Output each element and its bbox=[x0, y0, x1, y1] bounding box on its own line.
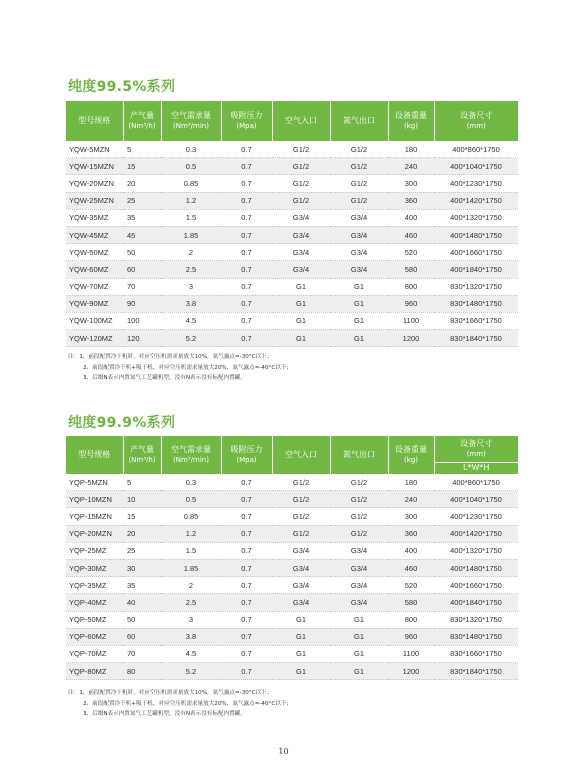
model-cell: YQW-70MZ bbox=[66, 278, 123, 295]
table-cell: G1 bbox=[330, 663, 388, 680]
model-cell: YQW-35MZ bbox=[66, 209, 123, 226]
note-line: 2、前段配置冷干机+吸干机，对应空压机需求量放大20%，氮气露点=-40°C以下； bbox=[83, 364, 293, 371]
spec-table-99-9 bbox=[66, 436, 518, 680]
table-cell: 400 bbox=[388, 542, 434, 559]
table-cell: 60 bbox=[123, 628, 161, 645]
table-cell: 1.2 bbox=[161, 525, 221, 542]
table-cell: 830*1480*1750 bbox=[434, 295, 518, 312]
table-cell: 3 bbox=[161, 611, 221, 628]
table-cell: 1.2 bbox=[161, 192, 221, 209]
table-body-99-9 bbox=[66, 474, 518, 680]
table-cell: 1.85 bbox=[161, 226, 221, 243]
table-cell: 830*1840*1750 bbox=[434, 330, 518, 347]
table-cell: 0.7 bbox=[221, 542, 272, 559]
table-row bbox=[66, 645, 518, 662]
table-cell: 1.5 bbox=[161, 542, 221, 559]
table-cell: 0.85 bbox=[161, 175, 221, 192]
table-cell: 800 bbox=[388, 278, 434, 295]
table-cell: G1/2 bbox=[330, 141, 388, 158]
table-cell: G1 bbox=[330, 645, 388, 662]
table-cell: 400*860*1750 bbox=[434, 141, 518, 158]
table-cell: 0.7 bbox=[221, 491, 272, 508]
table-cell: 70 bbox=[123, 278, 161, 295]
header-air-inlet: 空气入口 bbox=[272, 436, 330, 474]
table-cell: 0.7 bbox=[221, 559, 272, 576]
table-cell: G3/4 bbox=[272, 261, 330, 278]
table-cell: 80 bbox=[123, 663, 161, 680]
table-cell: 460 bbox=[388, 226, 434, 243]
table-cell: 0.5 bbox=[161, 158, 221, 175]
table-cell: G3/4 bbox=[330, 577, 388, 594]
model-cell: YQP-25MZ bbox=[66, 542, 123, 559]
table-cell: 5 bbox=[123, 141, 161, 158]
table-cell: 400*1230*1750 bbox=[434, 508, 518, 525]
table-cell: 70 bbox=[123, 645, 161, 662]
table-row bbox=[66, 525, 518, 542]
table-cell: 1200 bbox=[388, 330, 434, 347]
table-cell: 2 bbox=[161, 244, 221, 261]
header-pressure: 吸附压力 (Mpa) bbox=[221, 436, 272, 474]
table-row bbox=[66, 611, 518, 628]
table-cell: 60 bbox=[123, 261, 161, 278]
table-cell: G3/4 bbox=[330, 542, 388, 559]
table-cell: G1 bbox=[330, 611, 388, 628]
table-cell: G1 bbox=[272, 312, 330, 329]
table-row bbox=[66, 628, 518, 645]
table-cell: G1/2 bbox=[330, 508, 388, 525]
table-cell: 400*1230*1750 bbox=[434, 175, 518, 192]
note-line: 3、后缀N表示内置氮气工艺罐机型，没有N表示没有标配内置罐。 bbox=[83, 375, 246, 381]
table-cell: 120 bbox=[123, 330, 161, 347]
table-cell: 90 bbox=[123, 295, 161, 312]
table-cell: G3/4 bbox=[330, 226, 388, 243]
table-cell: G1 bbox=[330, 312, 388, 329]
model-cell: YQW-90MZ bbox=[66, 295, 123, 312]
header-nitrogen-outlet: 氮气出口 bbox=[330, 101, 388, 141]
table-row bbox=[66, 175, 518, 192]
table-cell: 830*1660*1750 bbox=[434, 312, 518, 329]
table-cell: 3.8 bbox=[161, 295, 221, 312]
table-cell: G1/2 bbox=[330, 474, 388, 491]
table-row bbox=[66, 295, 518, 312]
table-cell: 520 bbox=[388, 244, 434, 261]
table-cell: G1/2 bbox=[330, 175, 388, 192]
table-cell: G1 bbox=[330, 278, 388, 295]
table-cell: 0.3 bbox=[161, 141, 221, 158]
table-cell: G1/2 bbox=[272, 508, 330, 525]
header-size: 设备尺寸 (mm) bbox=[434, 436, 518, 462]
table-cell: G1 bbox=[272, 663, 330, 680]
table-cell: G3/4 bbox=[330, 559, 388, 576]
notes-99-9 bbox=[68, 688, 292, 720]
table-row bbox=[66, 141, 518, 158]
table-cell: 0.7 bbox=[221, 525, 272, 542]
table-cell: G1/2 bbox=[272, 141, 330, 158]
table-cell: 830*1320*1750 bbox=[434, 278, 518, 295]
table-cell: G3/4 bbox=[272, 577, 330, 594]
table-row bbox=[66, 278, 518, 295]
table-row bbox=[66, 542, 518, 559]
note-line: 注：1、前段配置冷干机时，对应空压机需求量放大10%，氮气露点=-30°C以下； bbox=[68, 354, 273, 360]
table-cell: 0.7 bbox=[221, 645, 272, 662]
table-cell: 15 bbox=[123, 158, 161, 175]
table-row bbox=[66, 508, 518, 525]
table-cell: 45 bbox=[123, 226, 161, 243]
table-cell: 0.7 bbox=[221, 226, 272, 243]
table-cell: 0.3 bbox=[161, 474, 221, 491]
table-cell: 0.85 bbox=[161, 508, 221, 525]
table-cell: 10 bbox=[123, 491, 161, 508]
table-row bbox=[66, 559, 518, 576]
table-cell: 0.7 bbox=[221, 611, 272, 628]
table-cell: G3/4 bbox=[330, 261, 388, 278]
table-cell: 360 bbox=[388, 192, 434, 209]
model-cell: YQP-20MZN bbox=[66, 525, 123, 542]
table-cell: 300 bbox=[388, 508, 434, 525]
table-cell: 3 bbox=[161, 278, 221, 295]
table-cell: 35 bbox=[123, 577, 161, 594]
model-cell: YQP-5MZN bbox=[66, 474, 123, 491]
model-cell: YQP-40MZ bbox=[66, 594, 123, 611]
model-cell: YQP-35MZ bbox=[66, 577, 123, 594]
table-cell: 0.7 bbox=[221, 663, 272, 680]
table-cell: G1/2 bbox=[272, 158, 330, 175]
table-cell: 400*860*1750 bbox=[434, 474, 518, 491]
table-cell: 4.5 bbox=[161, 312, 221, 329]
table-cell: G3/4 bbox=[330, 594, 388, 611]
table-cell: G1 bbox=[272, 611, 330, 628]
table-cell: 830*1840*1750 bbox=[434, 663, 518, 680]
table-cell: 3.8 bbox=[161, 628, 221, 645]
table-cell: 0.7 bbox=[221, 295, 272, 312]
table-cell: G1/2 bbox=[330, 525, 388, 542]
table-cell: G1 bbox=[272, 645, 330, 662]
table-cell: G1/2 bbox=[272, 525, 330, 542]
table-row bbox=[66, 312, 518, 329]
model-cell: YQP-70MZ bbox=[66, 645, 123, 662]
model-cell: YQW-120MZ bbox=[66, 330, 123, 347]
table-cell: 0.7 bbox=[221, 577, 272, 594]
model-cell: YQP-10MZN bbox=[66, 491, 123, 508]
table-cell: 830*1320*1750 bbox=[434, 611, 518, 628]
table-cell: 0.7 bbox=[221, 141, 272, 158]
table-cell: G1 bbox=[272, 628, 330, 645]
table-cell: 0.7 bbox=[221, 192, 272, 209]
model-cell: YQP-30MZ bbox=[66, 559, 123, 576]
table-cell: G3/4 bbox=[272, 594, 330, 611]
table-cell: 960 bbox=[388, 295, 434, 312]
table-cell: G1 bbox=[272, 278, 330, 295]
table-cell: 0.7 bbox=[221, 628, 272, 645]
table-cell: 400*1040*1750 bbox=[434, 491, 518, 508]
note-line: 注：1、前段配置冷干机时，对应空压机需求量放大10%，氮气露点=-30°C以下； bbox=[68, 690, 273, 696]
table-cell: G3/4 bbox=[272, 559, 330, 576]
model-cell: YQP-50MZ bbox=[66, 611, 123, 628]
table-cell: 1100 bbox=[388, 312, 434, 329]
table-cell: 15 bbox=[123, 508, 161, 525]
table-cell: 520 bbox=[388, 577, 434, 594]
table-row bbox=[66, 226, 518, 243]
table-row bbox=[66, 594, 518, 611]
table-cell: 0.7 bbox=[221, 209, 272, 226]
model-cell: YQW-15MZN bbox=[66, 158, 123, 175]
table-cell: 400*1660*1750 bbox=[434, 244, 518, 261]
table-row bbox=[66, 330, 518, 347]
model-cell: YQP-60MZ bbox=[66, 628, 123, 645]
note-line: 2、前段配置冷干机+吸干机，对应空压机需求量放大20%，氮气露点=-40°C以下； bbox=[83, 700, 293, 707]
table-cell: G3/4 bbox=[272, 244, 330, 261]
table-cell: 180 bbox=[388, 141, 434, 158]
table-cell: 400*1480*1750 bbox=[434, 226, 518, 243]
table-cell: 0.7 bbox=[221, 278, 272, 295]
table-cell: 830*1480*1750 bbox=[434, 628, 518, 645]
table-row bbox=[66, 491, 518, 508]
table-cell: 5.2 bbox=[161, 330, 221, 347]
table-cell: 580 bbox=[388, 594, 434, 611]
spec-table-99-5 bbox=[66, 101, 518, 347]
table-cell: G1/2 bbox=[272, 192, 330, 209]
notes-99-5 bbox=[68, 352, 292, 384]
table-cell: 40 bbox=[123, 594, 161, 611]
table-cell: 1.5 bbox=[161, 209, 221, 226]
table-cell: 0.5 bbox=[161, 491, 221, 508]
header-pressure: 吸附压力 (Mpa) bbox=[221, 101, 272, 141]
table-cell: 0.7 bbox=[221, 594, 272, 611]
model-cell: YQW-45MZ bbox=[66, 226, 123, 243]
table-header-row bbox=[66, 101, 518, 141]
table-cell: 0.7 bbox=[221, 244, 272, 261]
section-title-99-5: 纯度99.5%系列 bbox=[68, 79, 176, 95]
table-cell: 400*1420*1750 bbox=[434, 192, 518, 209]
table-cell: 240 bbox=[388, 158, 434, 175]
table-cell: 240 bbox=[388, 491, 434, 508]
table-body-99-5 bbox=[66, 141, 518, 347]
table-cell: 0.7 bbox=[221, 158, 272, 175]
table-header-row bbox=[66, 436, 518, 462]
table-cell: 2.5 bbox=[161, 261, 221, 278]
table-cell: G3/4 bbox=[330, 209, 388, 226]
model-cell: YQW-5MZN bbox=[66, 141, 123, 158]
table-cell: 2.5 bbox=[161, 594, 221, 611]
model-cell: YQW-20MZN bbox=[66, 175, 123, 192]
header-model: 型号规格 bbox=[66, 436, 123, 474]
table-cell: G1 bbox=[330, 628, 388, 645]
table-cell: 0.7 bbox=[221, 261, 272, 278]
table-cell: G1/2 bbox=[272, 175, 330, 192]
table-cell: G3/4 bbox=[330, 244, 388, 261]
table-cell: 5.2 bbox=[161, 663, 221, 680]
table-row bbox=[66, 577, 518, 594]
table-cell: G1/2 bbox=[330, 192, 388, 209]
table-cell: G1 bbox=[330, 295, 388, 312]
table-cell: 35 bbox=[123, 209, 161, 226]
header-size: 设备尺寸 (mm) bbox=[434, 101, 518, 141]
table-cell: 1.85 bbox=[161, 559, 221, 576]
model-cell: YQW-50MZ bbox=[66, 244, 123, 261]
table-cell: 400 bbox=[388, 209, 434, 226]
model-cell: YQP-15MZN bbox=[66, 508, 123, 525]
table-cell: 30 bbox=[123, 559, 161, 576]
table-cell: 25 bbox=[123, 192, 161, 209]
section-title-99-9: 纯度99.9%系列 bbox=[68, 415, 176, 431]
table-row bbox=[66, 474, 518, 491]
table-cell: G1/2 bbox=[330, 491, 388, 508]
page-number: 10 bbox=[278, 747, 289, 756]
table-cell: G3/4 bbox=[272, 209, 330, 226]
header-output: 产气量 (Nm³/h) bbox=[123, 436, 161, 474]
table-cell: 1100 bbox=[388, 645, 434, 662]
model-cell: YQW-60MZ bbox=[66, 261, 123, 278]
table-row bbox=[66, 192, 518, 209]
table-cell: 100 bbox=[123, 312, 161, 329]
table-cell: G1/2 bbox=[272, 491, 330, 508]
header-weight: 设备重量 (kg) bbox=[388, 436, 434, 474]
table-cell: 180 bbox=[388, 474, 434, 491]
table-cell: 0.7 bbox=[221, 330, 272, 347]
table-cell: 400*1480*1750 bbox=[434, 559, 518, 576]
table-cell: 400*1320*1750 bbox=[434, 209, 518, 226]
table-cell: 830*1660*1750 bbox=[434, 645, 518, 662]
header-air-demand: 空气需求量 (Nm³/min) bbox=[161, 101, 221, 141]
header-air-demand: 空气需求量 (Nm³/min) bbox=[161, 436, 221, 474]
model-cell: YQP-80MZ bbox=[66, 663, 123, 680]
table-cell: 0.7 bbox=[221, 312, 272, 329]
table-row bbox=[66, 663, 518, 680]
table-row bbox=[66, 158, 518, 175]
header-nitrogen-outlet: 氮气出口 bbox=[330, 436, 388, 474]
table-cell: 400*1320*1750 bbox=[434, 542, 518, 559]
table-cell: 50 bbox=[123, 244, 161, 261]
table-cell: G1/2 bbox=[272, 474, 330, 491]
table-cell: 960 bbox=[388, 628, 434, 645]
header-weight: 设备重量 (kg) bbox=[388, 101, 434, 141]
table-cell: G1 bbox=[272, 295, 330, 312]
note-line: 3、后缀N表示内置氮气工艺罐机型，没有N表示没有标配内置罐。 bbox=[83, 711, 246, 717]
table-row bbox=[66, 244, 518, 261]
table-cell: 400*1420*1750 bbox=[434, 525, 518, 542]
table-cell: 50 bbox=[123, 611, 161, 628]
table-row bbox=[66, 209, 518, 226]
model-cell: YQW-100MZ bbox=[66, 312, 123, 329]
table-cell: 5 bbox=[123, 474, 161, 491]
table-cell: 400*1840*1750 bbox=[434, 594, 518, 611]
table-cell: 360 bbox=[388, 525, 434, 542]
header-size-dims: L*W*H bbox=[434, 462, 518, 474]
table-cell: 2 bbox=[161, 577, 221, 594]
table-cell: 20 bbox=[123, 525, 161, 542]
table-cell: 400*1040*1750 bbox=[434, 158, 518, 175]
table-cell: 0.7 bbox=[221, 508, 272, 525]
header-air-inlet: 空气入口 bbox=[272, 101, 330, 141]
table-cell: 400*1660*1750 bbox=[434, 577, 518, 594]
table-cell: 460 bbox=[388, 559, 434, 576]
table-cell: 1200 bbox=[388, 663, 434, 680]
table-cell: G1 bbox=[272, 330, 330, 347]
table-cell: 25 bbox=[123, 542, 161, 559]
model-cell: YQW-25MZN bbox=[66, 192, 123, 209]
table-cell: G1/2 bbox=[330, 158, 388, 175]
table-cell: 580 bbox=[388, 261, 434, 278]
header-model: 型号规格 bbox=[66, 101, 123, 141]
table-cell: G3/4 bbox=[272, 542, 330, 559]
table-cell: G1 bbox=[330, 330, 388, 347]
table-cell: G3/4 bbox=[272, 226, 330, 243]
header-output: 产气量 (Nm³/h) bbox=[123, 101, 161, 141]
table-cell: 0.7 bbox=[221, 474, 272, 491]
table-row bbox=[66, 261, 518, 278]
table-cell: 300 bbox=[388, 175, 434, 192]
table-cell: 20 bbox=[123, 175, 161, 192]
table-cell: 800 bbox=[388, 611, 434, 628]
table-cell: 4.5 bbox=[161, 645, 221, 662]
table-cell: 0.7 bbox=[221, 175, 272, 192]
table-cell: 400*1840*1750 bbox=[434, 261, 518, 278]
